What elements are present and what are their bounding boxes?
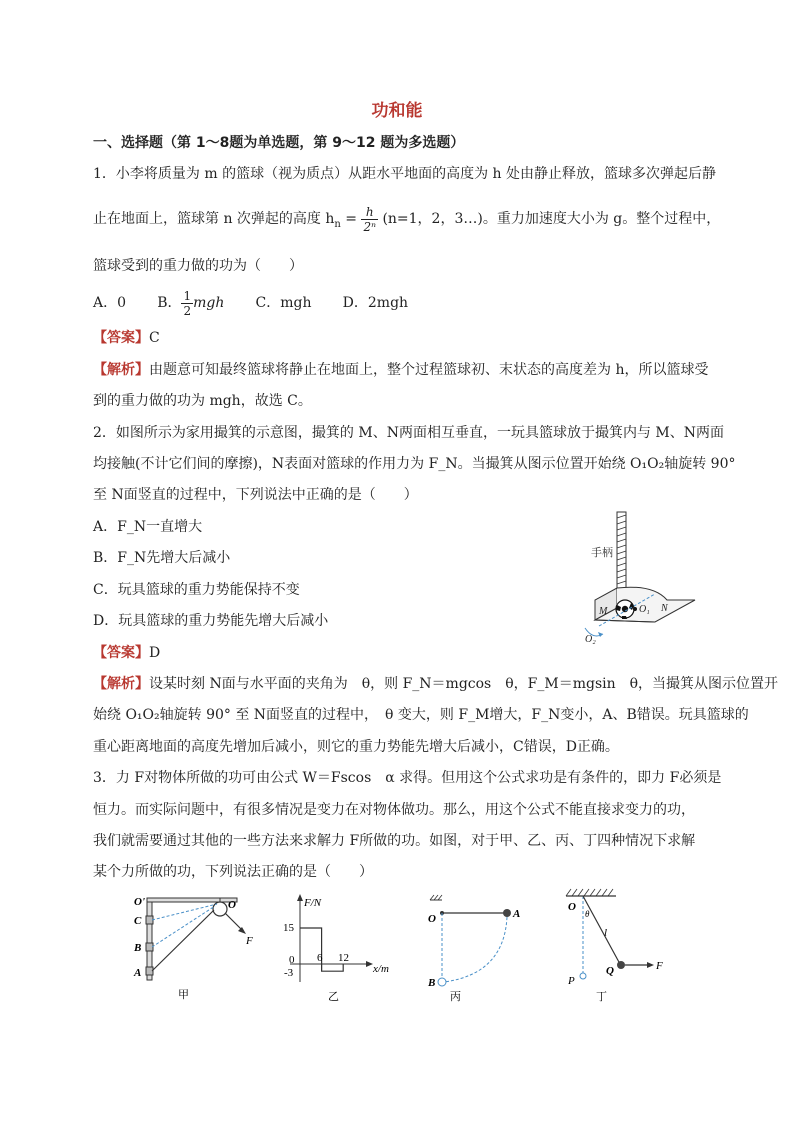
q2-answer-tag: 【答案】 (93, 645, 149, 661)
q2-analysis-line1 (93, 674, 778, 694)
q1-option-b-den: 2 (183, 303, 192, 318)
label-p: P (568, 975, 575, 987)
figure-yi (278, 892, 408, 1004)
label-a: A (513, 908, 521, 920)
string-oq (583, 896, 620, 964)
q2-line3: 至 N面竖直的过程中，下列说法中正确的是（ ） (93, 487, 418, 503)
label-a: A (134, 967, 142, 979)
label-b: B (134, 942, 142, 954)
label-o-prime: O' (134, 896, 145, 908)
figure-bing (420, 892, 530, 1004)
q1-frac-num: h (361, 205, 378, 220)
q1-line3: 篮球受到的重力做的功为（ ） (93, 258, 303, 274)
q1-sub: n (334, 218, 341, 230)
q1-line2 (93, 204, 720, 240)
q1-eq: = (340, 211, 358, 227)
ball-b (438, 978, 446, 986)
caption-ding: 丁 (596, 991, 607, 1003)
q2-analysis-tag: 【解析】 (93, 676, 149, 692)
q2-line2: 均接触(不计它们间的摩擦)，N表面对篮球的作用力为 F_N。当撮箕从图示位置开始绕 O₁O₂轴旋转 90° (93, 456, 736, 472)
section-heading: 一、选择题（第 1～8题为单选题，第 9～12 题为多选题） (93, 135, 465, 151)
point-p (580, 973, 586, 979)
label-o2: O₂ (585, 634, 596, 645)
ball-a (503, 909, 511, 917)
q1-answer-value: C (149, 330, 160, 346)
tick-minus-3: -3 (284, 967, 294, 979)
swing-arc (444, 917, 507, 982)
caption-yi: 乙 (328, 991, 339, 1003)
ball-q (617, 961, 625, 969)
q3-line1: 3．力 F对物体所做的功可由公式 W＝Fscos α 求得。但用这个公式求功是有条件的，即力 F必须是 (93, 770, 722, 786)
q1-answer (93, 328, 160, 348)
q3-line2: 恒力。而实际问题中，有很多情况是变力在对物体做功。那么，用这个公式不能直接求变力的功， (93, 802, 695, 818)
q2-option-a: A．F_N一直增大 (93, 519, 203, 535)
ball-patch-center (622, 606, 628, 612)
q1-option-b-num: 1 (183, 288, 192, 303)
caption-bing: 丙 (450, 991, 461, 1003)
label-o: O (228, 899, 236, 911)
label-o: O (428, 913, 436, 925)
ring-c (146, 916, 153, 924)
q1-line2-pre: 止在地面上，篮球第 n 次弹起的高度 h (93, 211, 335, 227)
q1-analysis-tag: 【解析】 (93, 362, 149, 378)
q2-option-c: C．玩具篮球的重力势能保持不变 (93, 582, 300, 598)
label-l: l (604, 927, 608, 939)
q2-analysis-text1: 设某时刻 N面与水平面的夹角为 θ，则 F_N＝mgcos θ，F_M＝mgsin θ，当撮箕从图示位置开 (149, 676, 779, 692)
q2-analysis-line2: 始绕 O₁O₂轴旋转 90° 至 N面竖直的过程中， θ 变大，则 F_M增大，F_N变小，A、B错误。玩具篮球的 (93, 707, 749, 723)
rope-c (152, 904, 217, 920)
force-graph (300, 928, 343, 971)
q2-answer-value: D (149, 645, 161, 661)
top-beam (147, 898, 237, 902)
ring-b (146, 943, 153, 951)
dustpan-figure (555, 508, 705, 648)
label-n: N (661, 603, 668, 614)
q1-option-b-frac (181, 289, 193, 318)
q1-frac-den: 2ⁿ (363, 219, 376, 234)
page-title: 功和能 (371, 101, 423, 121)
label-f: F (656, 960, 663, 972)
caption-jia: 甲 (178, 989, 189, 1001)
q1-analysis-line2: 到的重力做的功为 mgh，故选 C。 (93, 393, 312, 409)
label-theta: θ (585, 909, 590, 919)
q1-option-b-post: mgh (193, 295, 225, 311)
label-f: F (246, 935, 253, 947)
q2-option-d: D．玩具篮球的重力势能先增大后减小 (93, 613, 329, 629)
q1-option-b (157, 288, 225, 318)
tick-0: 0 (289, 954, 295, 966)
q1-analysis-line1 (93, 360, 708, 380)
figure-ding (558, 884, 678, 1004)
q1-option-d: D．2mgh (342, 295, 409, 311)
tick-15: 15 (283, 922, 294, 934)
axis-point-o1 (633, 607, 637, 611)
label-o1: O₁ (639, 604, 650, 615)
tick-6: 6 (317, 952, 323, 964)
q2-line1: 2．如图所示为家用撮箕的示意图，撮箕的 M、N两面相互垂直，一玩具篮球放于撮箕内与 M、N两面 (93, 425, 724, 441)
label-c: C (134, 915, 142, 927)
q3-line3: 我们就需要通过其他的一些方法来求解力 F所做的功。如图，对于甲、乙、丙、丁四种情况下求解 (93, 833, 696, 849)
q1-answer-tag: 【答案】 (93, 330, 149, 346)
q2-analysis-line3: 重心距离地面的高度先增加后减小，则它的重力势能先增大后减小，C错误，D正确。 (93, 739, 619, 755)
q1-option-a: A．0 (93, 295, 127, 311)
q1-fraction (361, 205, 378, 234)
q1-options (93, 288, 408, 318)
ring-a (146, 967, 153, 975)
label-q: Q (606, 965, 614, 977)
q1-option-c: C．mgh (255, 295, 312, 311)
label-m: M (599, 606, 608, 617)
label-b: B (428, 977, 436, 989)
y-axis-label: F/N (304, 897, 322, 909)
q1-analysis-text1: 由题意可知最终篮球将静止在地面上，整个过程篮球初、末状态的高度差为 h，所以篮球受 (149, 362, 709, 378)
q1-option-b-pre: B． (157, 295, 182, 311)
handle-label: 手柄 (591, 547, 613, 559)
q2-option-b: B．F_N先增大后减小 (93, 550, 231, 566)
label-o: O (568, 901, 576, 913)
q1-line1: 1．小李将质量为 m 的篮球（视为质点）从距水平地面的高度为 h 处由静止释放，篮球多次弹起后静 (93, 166, 716, 182)
q2-answer (93, 643, 160, 663)
tick-12: 12 (338, 952, 349, 964)
q1-line2-post: (n=1，2，3…)。重力加速度大小为 g。整个过程中， (382, 211, 721, 227)
q3-line4: 某个力所做的功，下列说法正确的是（ ） (93, 864, 373, 880)
x-axis-label: x/m (373, 963, 389, 975)
figure-jia (130, 892, 270, 1004)
